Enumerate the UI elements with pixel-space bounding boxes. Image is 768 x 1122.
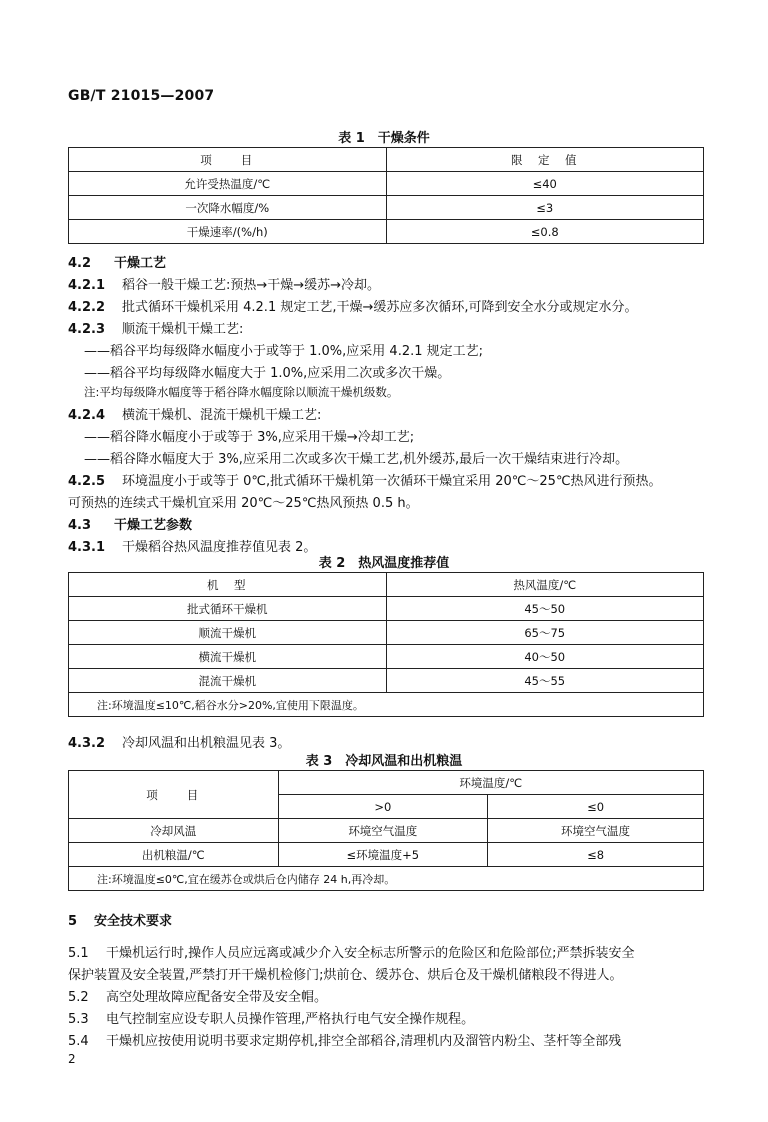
table-cell: 65～75	[386, 621, 704, 645]
standard-code: GB/T 21015—2007	[68, 88, 215, 104]
table-cell: ≤0.8	[386, 220, 704, 244]
table3-header-item: 项 目	[69, 771, 279, 819]
clause-4-2-1: 4.2.1 稻谷一般干燥工艺:预热→干燥→缓苏→冷却。	[68, 278, 381, 293]
clause-4-2-3: 4.2.3 顺流干燥机干燥工艺:	[68, 322, 244, 337]
clause-4-3-2: 4.3.2 冷却风温和出机粮温见表 3。	[68, 736, 291, 751]
clause-4-2-4: 4.2.4 横流干燥机、混流干燥机干燥工艺:	[68, 408, 322, 423]
table-cell: 横流干燥机	[69, 645, 387, 669]
table-cell: 冷却风温	[69, 819, 279, 843]
clause-5-4: 5.4 干燥机应按使用说明书要求定期停机,排空全部稻谷,清理机内及溜管内粉尘、茎杆等全部残	[68, 1034, 622, 1049]
table-cell: 40～50	[386, 645, 704, 669]
table-cell: 一次降水幅度/%	[69, 196, 387, 220]
table-cell: ≤3	[386, 196, 704, 220]
clause-5-3: 5.3 电气控制室应设专职人员操作管理,严格执行电气安全操作规程。	[68, 1012, 475, 1027]
table-cell: 45～55	[386, 669, 704, 693]
clause-4-2-3-item-b: ——稻谷平均每级降水幅度大于 1.0%,应采用二次或多次干燥。	[84, 366, 451, 381]
table2-caption: 表 2 热风温度推荐值	[318, 556, 450, 571]
table2-header-temp: 热风温度/℃	[386, 573, 704, 597]
table-cell: 批式循环干燥机	[69, 597, 387, 621]
table2-note: 注:环境温度≤10℃,稻谷水分>20%,宜使用下限温度。	[69, 693, 704, 717]
table2	[68, 572, 704, 717]
table-cell: 干燥速率/(%/h)	[69, 220, 387, 244]
section-heading-4-2: 4.2 干燥工艺	[68, 256, 167, 271]
table3-header-env: 环境温度/℃	[278, 771, 703, 795]
clause-4-2-3-item-a: ——稻谷平均每级降水幅度小于或等于 1.0%,应采用 4.2.1 规定工艺;	[84, 344, 484, 359]
table-cell: ≤8	[488, 843, 704, 867]
table3-subheader-below-zero: ≤0	[488, 795, 704, 819]
clause-5-1-continued: 保护装置及安全装置,严禁打开干燥机检修门;烘前仓、缓苏仓、烘后仓及干燥机储粮段不得进人。	[68, 968, 623, 983]
table-cell: ≤40	[386, 172, 704, 196]
table-cell: 允许受热温度/℃	[69, 172, 387, 196]
table3-subheader-above-zero: >0	[278, 795, 488, 819]
clause-4-2-4-item-b: ——稻谷降水幅度大于 3%,应采用二次或多次干燥工艺,机外缓苏,最后一次干燥结束进行冷却。	[84, 452, 629, 467]
table1	[68, 147, 704, 244]
clause-4-2-5: 4.2.5 环境温度小于或等于 0℃,批式循环干燥机第一次循环干燥宜采用 20℃～25℃热风进行预热。	[68, 474, 662, 489]
clause-4-3-1: 4.3.1 干燥稻谷热风温度推荐值见表 2。	[68, 540, 317, 555]
clause-4-2-3-note: 注:平均每级降水幅度等于稻谷降水幅度除以顺流干燥机级数。	[84, 385, 399, 399]
table-cell: 顺流干燥机	[69, 621, 387, 645]
table3-caption: 表 3 冷却风温和出机粮温	[305, 754, 463, 769]
table-cell: 环境空气温度	[278, 819, 488, 843]
table3	[68, 770, 704, 891]
table-cell: 45～50	[386, 597, 704, 621]
table2-header-type: 机 型	[69, 573, 387, 597]
table1-header-item: 项 目	[69, 148, 387, 172]
page-number: 2	[68, 1052, 76, 1066]
table-cell: 出机粮温/℃	[69, 843, 279, 867]
clause-4-2-5-continued: 可预热的连续式干燥机宜采用 20℃～25℃热风预热 0.5 h。	[68, 496, 419, 511]
clause-4-2-4-item-a: ——稻谷降水幅度小于或等于 3%,应采用干燥→冷却工艺;	[84, 430, 415, 445]
table3-note: 注:环境温度≤0℃,宜在缓苏仓或烘后仓内储存 24 h,再冷却。	[69, 867, 704, 891]
table-cell: 环境空气温度	[488, 819, 704, 843]
clause-5-1: 5.1 干燥机运行时,操作人员应远离或减少介入安全标志所警示的危险区和危险部位;严禁拆装安全	[68, 946, 635, 961]
table-cell: 混流干燥机	[69, 669, 387, 693]
clause-4-2-2: 4.2.2 批式循环干燥机采用 4.2.1 规定工艺,干燥→缓苏应多次循环,可降到安全水分或规定水分。	[68, 300, 638, 315]
section-heading-4-3: 4.3 干燥工艺参数	[68, 518, 193, 533]
table1-caption: 表 1 干燥条件	[338, 131, 430, 146]
table1-header-limit: 限 定 值	[386, 148, 704, 172]
clause-5-2: 5.2 高空处理故障应配备安全带及安全帽。	[68, 990, 328, 1005]
section-heading-5: 5 安全技术要求	[68, 914, 173, 929]
table-cell: ≤环境温度+5	[278, 843, 488, 867]
